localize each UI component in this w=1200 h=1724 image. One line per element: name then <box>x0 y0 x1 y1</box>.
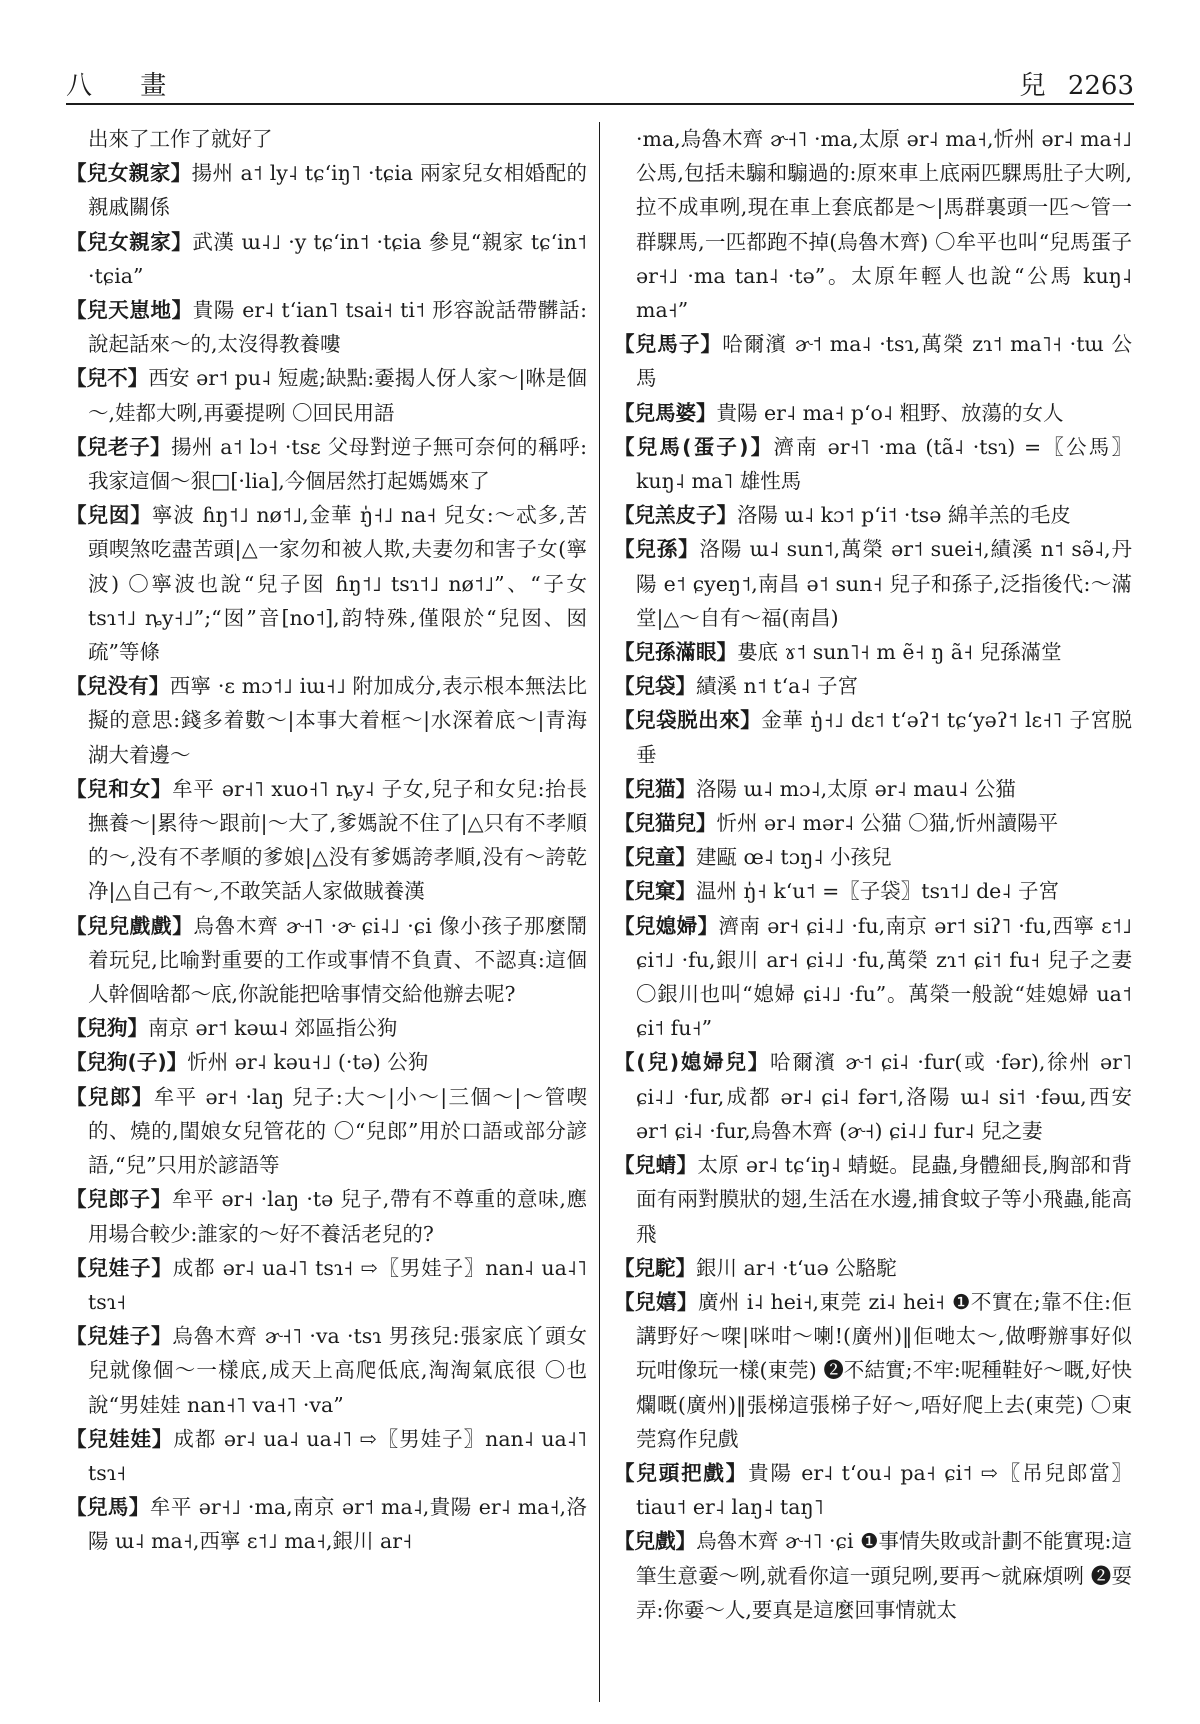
entry-definition: 績溪 n˦ tʻa˨ 子宮 <box>696 674 858 699</box>
entry-definition: 忻州 ər˨ mər˨ 公猫 〇猫,忻州讀陽平 <box>716 811 1059 836</box>
dictionary-entry <box>614 635 1132 669</box>
dictionary-entry <box>614 1456 1132 1524</box>
entry-definition: 成都 ər˨ ua˨˥ tsɿ˧ ⇨〖男娃子〗nan˨ ua˨˥ tsɿ˧ <box>88 1255 588 1314</box>
dictionary-entry <box>66 669 587 772</box>
dictionary-entry <box>614 1285 1132 1456</box>
entry-headword: 【 兒馬 】 <box>66 1495 150 1519</box>
entry-headword: 【 兒羔皮子 】 <box>614 503 737 527</box>
dictionary-entry <box>614 1251 1132 1285</box>
entry-headword: 【 兒頭把戲 】 <box>614 1461 748 1485</box>
entry-definition: 揚州 a˦ ly˨ tɕʻiŋ˥ ·tɕia 兩家兒女相婚配的親戚關係 <box>88 161 588 220</box>
entry-headword: 【 兒兒戲戲 】 <box>66 914 194 938</box>
entry-definition: 温州 ŋ̍˧ kʻu˦ =〖子袋〗tsɿ˦˩ de˨ 子宮 <box>696 879 1059 904</box>
running-head <box>1006 65 1134 102</box>
dictionary-entry <box>66 909 587 1012</box>
dictionary-entry <box>66 1490 587 1558</box>
entry-definition: 揚州 a˦ lɔ˧ ·tsɛ 父母對逆子無可奈何的稱呼:我家這個～狠□[·lia],今個居然打起媽媽來了 <box>88 434 588 494</box>
dictionary-entry <box>66 361 587 429</box>
entry-definition: 哈爾濱 ɚ˦ ma˨ ·tsɿ,萬榮 zɿ˦ ma˥˧ ·tɯ 公馬 <box>636 332 1132 391</box>
entry-headword: 【 兒狗(子) 】 <box>66 1050 187 1074</box>
entry-definition: 烏魯木齊 ɚ˧˥ ·va ·tsɿ 男孩兒:張家底丫頭女兒就像個～一樣底,成天上高爬低底,淘淘氣底很 〇也說“男娃娃 nan˧˥ va˧˥ ·va” <box>88 1324 588 1417</box>
entry-definition: 金華 ŋ̍˧˩ dɛ˦ tʻəʔ˦ tɕʻyəʔ˦ lɛ˧˥ 子宮脱垂 <box>636 708 1132 767</box>
dictionary-entry <box>614 669 1132 703</box>
entry-headword: 【 兒猫 】 <box>614 777 696 801</box>
page-number: 2263 <box>1067 71 1134 101</box>
dictionary-entry <box>614 1524 1132 1627</box>
entry-definition: 濟南 ər˧˥ ·ma (tã˨ ·tsɿ) =〖公馬〗kuŋ˨ ma˥ 雄性馬 <box>636 434 1132 494</box>
entry-definition: 廣州 i˨ hei˧,東莞 zi˨ hei˧ ❶不實在;靠不住:佢講野好～㗎|咪咁～喇!(廣州)‖佢哋太～,做嘢辦事好似玩咁像玩一樣(東莞) ❷不結實;不牢:呢種鞋好～嘅,好快爛嘅(廣州)‖張梯這張梯子好～,唔好爬上去(東莞) 〇東莞寫作兒戲 <box>636 1289 1132 1451</box>
entry-definition: 南京 ər˦ kəɯ˨ 郊區指公狗 <box>148 1016 398 1041</box>
entry-definition: 牟平 ər˧ ·laŋ 兒子:大～|小～|三個～|～管喫的、燒的,閨娘女兒管花的 〇“兒郎”用於口語或部分諺語,“兒”只用於諺語等 <box>88 1084 588 1178</box>
dictionary-entry <box>66 293 587 361</box>
entry-definition: ·ma,烏魯木齊 ɚ˧˥ ·ma,太原 ər˨ ma˧,忻州 ər˨ ma˧˩ 公馬,包括未騸和騸過的:原來車上底兩匹騍馬肚子大咧,拉不成車咧,現在車上套底都是～|馬群裏頭一匹～管一群騍馬,一匹都跑不掉(烏魯木齊) 〇牟平也叫“兒馬蛋子 ər˧˩ ·ma tan˨ ·tə”。太原年輕人也說“公馬 kuŋ˨ ma˧” <box>636 127 1132 323</box>
entry-definition: 貴陽 er˨ tʻou˨ pa˧ ɕi˦ ⇨〖吊兒郎當〗tiau˦ er˨ laŋ˨ taŋ˥ <box>636 1460 1132 1520</box>
dictionary-entry <box>66 1045 587 1079</box>
dictionary-entry <box>66 498 587 669</box>
entry-headword: 【 兒童 】 <box>614 845 696 869</box>
entry-headword: 【 兒女親家 】 <box>66 161 192 185</box>
header-rule <box>66 103 1134 105</box>
entry-definition: 烏魯木齊 ɚ˧˥ ·ɚ ɕi˨˩ ·ɕi 像小孩子那麼鬧着玩兒,比喻對重要的工作或事情不負責、不認真:這個人幹個啥都～底,你說能把啥事情交給他辦去呢? <box>88 913 588 1007</box>
entry-headword: 【 兒馬婆 】 <box>614 401 717 425</box>
entry-headword: 【 兒袋 】 <box>614 674 696 698</box>
entry-headword: 【 兒嬉 】 <box>614 1290 698 1314</box>
entry-headword: 【 兒蜻 】 <box>614 1153 697 1177</box>
dictionary-entry <box>614 396 1132 430</box>
dictionary-entry <box>614 532 1132 635</box>
dictionary-entry <box>614 874 1132 908</box>
dictionary-entry <box>66 1319 587 1422</box>
entry-definition: 成都 ər˨ ua˨ ua˨˥ ⇨〖男娃子〗nan˨ ua˨˥ tsɿ˧ <box>88 1426 587 1485</box>
entry-definition: 西寧 ·ɛ mɔ˦˩ iɯ˧˩ 附加成分,表示根本無法比擬的意思:錢多着數～|本事大着框～|水深着底～|青海湖大着邊～ <box>88 674 588 767</box>
entry-definition: 貴陽 er˨ ma˧ pʻo˨ 粗野、放蕩的女人 <box>716 400 1064 425</box>
dictionary-entry <box>614 703 1132 771</box>
entry-headword: 【 兒和女 】 <box>66 777 172 801</box>
entry-definition: 婁底 ɤ˦ sun˥˧ m ẽ˧ ŋ ã˧ 兒孫滿堂 <box>737 640 1062 665</box>
entry-definition: 武漢 ɯ˨˩ ·y tɕʻin˦ ·tɕia 參見“親家 tɕʻin˦ ·tɕia” <box>88 229 588 288</box>
section-title: 八 畫 <box>66 71 187 101</box>
entry-definition: 牟平 ər˧ ·laŋ ·tə 兒子,帶有不尊重的意味,應用場合較少:誰家的～好不養活老兒的? <box>88 1187 588 1246</box>
dictionary-entry <box>66 122 587 156</box>
entry-headword: 【 兒猫兒 】 <box>614 811 717 835</box>
dictionary-entry <box>66 1251 587 1319</box>
entry-headword: 【 兒戲 】 <box>614 1529 696 1553</box>
page-header <box>66 58 1134 102</box>
dictionary-entry <box>66 772 587 909</box>
entry-headword: 【 兒袋脱出來 】 <box>614 708 761 732</box>
entry-headword: 【 兒娃子 】 <box>66 1256 173 1280</box>
entry-headword: 【 兒老子 】 <box>66 435 171 459</box>
dictionary-entry <box>614 909 1132 1046</box>
entry-definition: 忻州 ər˨ kəu˧˩ (·tə) 公狗 <box>187 1050 429 1075</box>
dictionary-entry <box>66 156 587 224</box>
entry-headword: 【 兒郎子 】 <box>66 1187 172 1211</box>
entry-definition: 烏魯木齊 ɚ˧˥ ·ɕi ❶事情失敗或計劃不能實現:這筆生意嫑～咧,就看你這一頭兒咧,要再～就麻煩咧 ❷耍弄:你嫑～人,要真是這麼回事情就太 <box>636 1529 1132 1622</box>
entry-definition: 建甌 œ˨ tɔŋ˨ 小孩兒 <box>696 845 892 870</box>
entry-definition: 銀川 ar˧ ·tʻuə 公駱駝 <box>696 1255 897 1280</box>
entry-headword: 【 兒孫 】 <box>614 537 700 561</box>
entry-headword: 【 兒馬子 】 <box>614 332 722 356</box>
right-column <box>599 122 1132 1702</box>
entry-definition: 濟南 ər˧ ɕi˨˩ ·fu,南京 ər˦ siʔ˥ ·fu,西寧 ɛ˦˩ ɕi˦˩ ·fu,銀川 ar˧ ɕi˨˩ ·fu,萬榮 zɿ˦ ɕi˦ fu˧ 兒子之妻 〇銀川也叫“媳婦 ɕi˨˩ ·fu”。萬榮一般說“娃媳婦 ua˦ ɕi˦ fu˧” <box>636 913 1132 1041</box>
entry-headword: 【 兒不 】 <box>66 366 148 390</box>
entry-headword: 【 兒囡 】 <box>66 503 152 527</box>
entry-headword: 【 兒媳婦 】 <box>614 914 719 938</box>
dictionary-entry <box>614 772 1132 806</box>
dictionary-entry <box>614 1045 1132 1148</box>
dictionary-entry <box>614 840 1132 874</box>
dictionary-entry <box>66 430 587 498</box>
entry-headword: 【 兒娃娃 】 <box>66 1427 173 1451</box>
entry-headword: 【 兒馬(蛋子) 】 <box>614 435 773 459</box>
entry-definition: 哈爾濱 ɚ˦ ɕi˨ ·fur(或 ·fər),徐州 ər˥ ɕi˨˩ ·fur,成都 ər˨ ɕi˨ fər˦,洛陽 ɯ˨ si˦ ·fəɯ,西安 ər˦ ɕi˨ ·fur,烏魯木齊 (ɚ˧) ɕi˨˩ fur˨ 兒之妻 <box>636 1050 1132 1143</box>
dictionary-entry <box>614 122 1132 327</box>
left-column <box>66 122 599 1702</box>
entry-headword: 【 兒娃子 】 <box>66 1324 172 1348</box>
entry-headword: 【 兒天崽地 】 <box>66 298 193 322</box>
entry-headword: 【 兒窠 】 <box>614 879 696 903</box>
entry-headword: 【 兒孫滿眼 】 <box>614 640 737 664</box>
entry-definition: 寧波 ɦŋ˦˩ nø˦˩,金華 ŋ̍˧˩ na˧ 兒女:～忒多,苦頭喫煞吃盡苦頭|△一家勿和被人欺,夫妻勿和害子女(寧波) 〇寧波也說“兒子囡 ɦŋ˦˩ tsɿ˦˩ nø˦˩”、“子女 tsɿ˦˩ ȵy˧˩”;“囡”音[no˦],韵特殊,僅限於“兒囡、囡疏”等條 <box>88 503 588 665</box>
dictionary-entry <box>66 1422 587 1490</box>
entry-headword: 【 兒女親家 】 <box>66 230 192 254</box>
entry-headword: 【 (兒)媳婦兒 】 <box>614 1050 770 1074</box>
dictionary-entry <box>614 498 1132 532</box>
running-head-char: 兒 <box>1019 71 1046 101</box>
entry-definition: 洛陽 ɯ˨ kɔ˦ pʻi˦ ·tsə 綿羊羔的毛皮 <box>737 503 1071 528</box>
dictionary-entry <box>614 1148 1132 1251</box>
dictionary-entry <box>66 225 587 293</box>
entry-definition: 出來了工作了就好了 <box>88 127 273 151</box>
dictionary-entry <box>614 327 1132 395</box>
entry-headword: 【 兒狗 】 <box>66 1016 148 1040</box>
entry-definition: 洛陽 ɯ˨ sun˦,萬榮 ər˦ suei˧,績溪 n˦ sə̃˨,丹陽 e˦ ɕyeŋ˦,南昌 ə˦ sun˧ 兒子和孫子,泛指後代:～滿堂|△～自有～福(南昌) <box>636 537 1132 630</box>
entry-headword: 【 兒駝 】 <box>614 1256 696 1280</box>
dictionary-entry <box>66 1182 587 1250</box>
entry-definition: 太原 ər˨ tɕʻiŋ˨ 蜻蜓。昆蟲,身體細長,胸部和背面有兩對膜狀的翅,生活在水邊,捕食蚊子等小飛蟲,能高飛 <box>636 1153 1132 1246</box>
entry-definition: 西安 ər˦ pu˨ 短處;缺點:嫑揭人伢人家～|咻是個～,娃都大咧,再嫑提咧 〇回民用語 <box>88 366 588 425</box>
dictionary-body <box>66 122 1134 1702</box>
entry-headword: 【 兒没有 】 <box>66 674 170 698</box>
dictionary-entry <box>614 430 1132 498</box>
entry-definition: 貴陽 er˨ tʻian˥ tsai˧ ti˦ 形容說話帶髒話:說起話來～的,太沒得教養嘍 <box>88 298 588 357</box>
entry-headword: 【 兒郎 】 <box>66 1085 154 1109</box>
entry-definition: 牟平 ər˧˩ ·ma,南京 ər˦ ma˨,貴陽 er˨ ma˧,洛陽 ɯ˨ ma˧,西寧 ɛ˦˩ ma˧,銀川 ar˧ <box>88 1495 587 1554</box>
entry-definition: 牟平 ər˧˥ xuo˧˥ ȵy˨ 子女,兒子和女兒:抬長撫養～|累待～跟前|～大了,爹媽說不住了|△只有不孝順的～,没有不孝順的爹娘|△没有爹媽誇孝順,没有～誇乾净|△自己有～,不敢笑話人家做賊養漢 <box>88 776 588 904</box>
dictionary-entry <box>614 806 1132 840</box>
dictionary-entry <box>66 1080 587 1183</box>
dictionary-entry <box>66 1011 587 1045</box>
entry-definition: 洛陽 ɯ˨ mɔ˨,太原 ər˨ mau˨ 公猫 <box>696 776 1016 801</box>
